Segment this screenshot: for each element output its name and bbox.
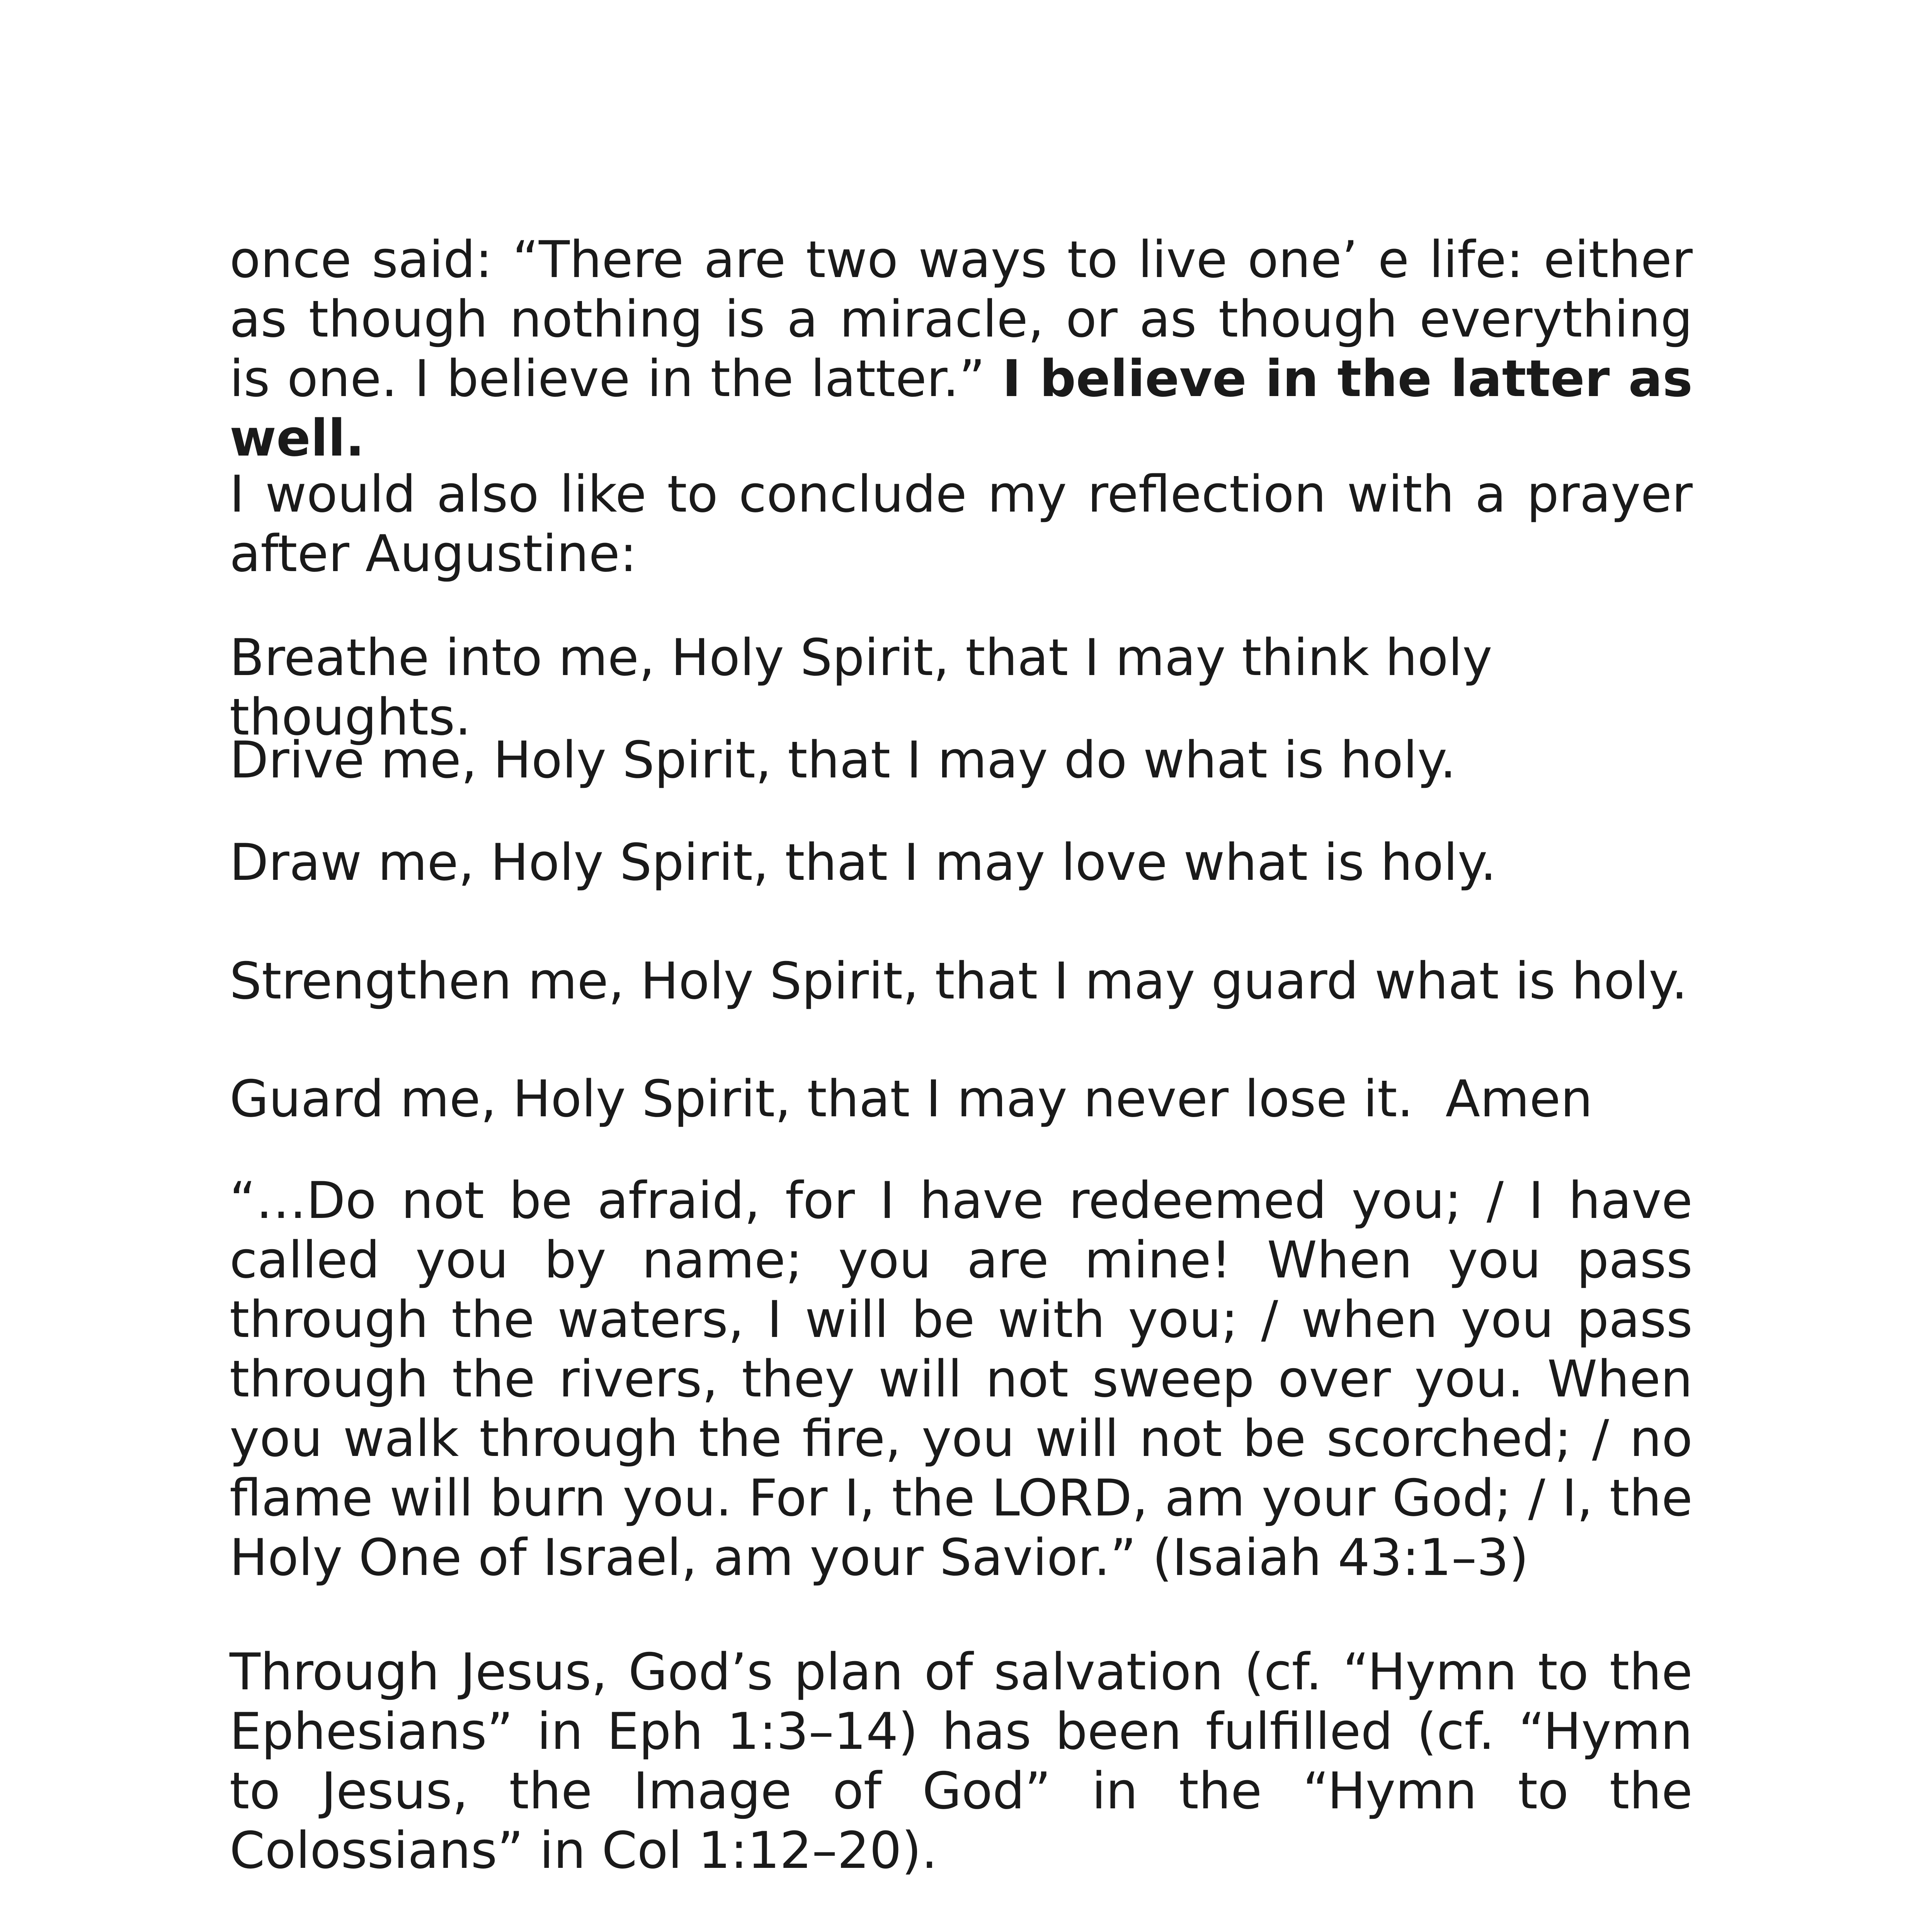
einstein-quote-bold: I believe in the latter as well.: [230, 349, 1693, 468]
prayer-line-breathe: Breathe into me, Holy Spirit, that I may think holy thoughts.: [230, 628, 1492, 747]
prayer-line-guard: Guard me, Holy Spirit, that I may never lose it. Amen: [230, 1069, 1593, 1128]
paragraph-prayer-intro: I would also like to conclude my reflection with a prayer after Augustine:: [230, 464, 1693, 583]
paragraph-einstein-quote: [230, 230, 1693, 468]
prayer-line-strengthen: Strengthen me, Holy Spirit, that I may guard what is holy.: [230, 951, 1688, 1010]
prayer-line-drive: Drive me, Holy Spirit, that I may do what is holy.: [230, 730, 1456, 789]
einstein-quote-text: once said: “There are two ways to live one’ e life: either as though nothing is a miracle, or as though everything is one. I believe in the latter.”: [230, 230, 1693, 408]
paragraph-salvation: Through Jesus, God’s plan of salvation (cf. “Hymn to the Ephesians” in Eph 1:3–14) has been fulfilled (cf. “Hymn to Jesus, the Image of God” in the “Hymn to the Colossians” in Col 1:12–20).: [230, 1642, 1693, 1880]
prayer-line-draw: Draw me, Holy Spirit, that I may love what is holy.: [230, 833, 1497, 892]
paragraph-isaiah-quote: “…Do not be afraid, for I have redeemed you; / I have called you by name; you are mine! When you pass through the waters, I will be with you; / when you pass through the rivers, they will not sweep over you. When you walk through the fire, you will not be scorched; / no flame will burn you. For I, the LORD, am your God; / I, the Holy One of Israel, am your Savior.” (Isaiah 43:1–3): [230, 1171, 1693, 1587]
